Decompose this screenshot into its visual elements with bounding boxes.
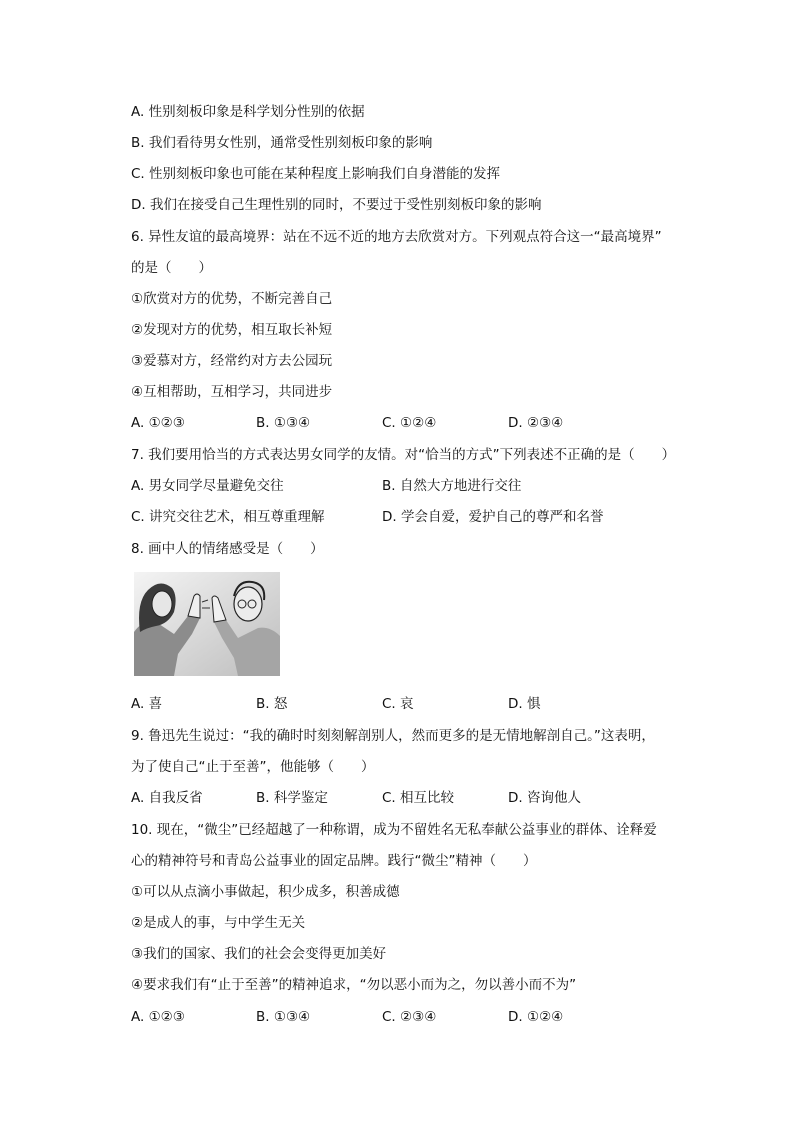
q6-item-4: ④互相帮助，互相学习，共同进步 [131, 384, 333, 400]
q10-option-d: D. ①②④ [508, 1009, 564, 1025]
q5-option-a: A. 性别刻板印象是科学划分性别的依据 [131, 104, 365, 120]
q6-stem-line2: 的是（ ） [131, 260, 212, 276]
q10-stem-line2: 心的精神符号和青岛公益事业的固定品牌。践行“微尘”精神（ ） [131, 853, 537, 869]
q9-option-b: B. 科学鉴定 [256, 790, 328, 806]
q5-option-d: D. 我们在接受自己生理性别的同时，不要过于受性别刻板印象的影响 [131, 197, 542, 213]
q9-stem-line2: 为了使自己“止于至善”，他能够（ ） [131, 759, 375, 775]
q7-option-b: B. 自然大方地进行交往 [382, 478, 522, 494]
q10-item-1: ①可以从点滴小事做起，积少成多，积善成德 [131, 884, 400, 900]
q9-stem-line1: 9. 鲁迅先生说过：“我的确时时刻刻解剖别人，然而更多的是无情地解剖自己。”这表明， [131, 728, 655, 744]
q7-option-c: C. 讲究交往艺术，相互尊重理解 [131, 509, 325, 525]
q8-option-b: B. 怒 [256, 696, 288, 712]
q10-option-b: B. ①③④ [256, 1009, 311, 1025]
q10-item-2: ②是成人的事，与中学生无关 [131, 915, 306, 931]
q8-option-c: C. 哀 [382, 696, 414, 712]
q8-option-a: A. 喜 [131, 696, 163, 712]
q6-option-a: A. ①②③ [131, 415, 185, 431]
q9-option-c: C. 相互比较 [382, 790, 455, 806]
q9-option-d: D. 咨询他人 [508, 790, 581, 806]
q6-stem-line1: 6. 异性友谊的最高境界：站在不远不近的地方去欣赏对方。下列观点符合这一“最高境界” [131, 229, 662, 245]
q6-option-c: C. ①②④ [382, 415, 437, 431]
q10-item-4: ④要求我们有“止于至善”的精神追求，“勿以恶小而为之，勿以善小而不为” [131, 977, 577, 993]
q8-stem: 8. 画中人的情绪感受是（ ） [131, 541, 324, 557]
q5-option-b: B. 我们看待男女性别，通常受性别刻板印象的影响 [131, 135, 433, 151]
q7-stem: 7. 我们要用恰当的方式表达男女同学的友情。对“恰当的方式”下列表述不正确的是（ ） [131, 447, 676, 463]
q5-option-c: C. 性别刻板印象也可能在某种程度上影响我们自身潜能的发挥 [131, 166, 501, 182]
q10-stem-line1: 10. 现在，“微尘”已经超越了一种称谓，成为不留姓名无私奉献公益事业的群体、诠释爱 [131, 822, 657, 838]
q10-option-c: C. ②③④ [382, 1009, 437, 1025]
q7-option-a: A. 男女同学尽量避免交往 [131, 478, 284, 494]
q6-item-1: ①欣赏对方的优势，不断完善自己 [131, 291, 333, 307]
q7-option-d: D. 学会自爱，爱护自己的尊严和名誉 [382, 509, 604, 525]
q9-option-a: A. 自我反省 [131, 790, 203, 806]
q6-option-d: D. ②③④ [508, 415, 564, 431]
two-people-high-five-image [134, 572, 280, 676]
q10-option-a: A. ①②③ [131, 1009, 185, 1025]
q6-item-2: ②发现对方的优势，相互取长补短 [131, 322, 333, 338]
q6-option-b: B. ①③④ [256, 415, 311, 431]
q10-item-3: ③我们的国家、我们的社会会变得更加美好 [131, 946, 387, 962]
q8-option-d: D. 惧 [508, 696, 541, 712]
q8-illustration [134, 572, 280, 676]
q6-item-3: ③爱慕对方，经常约对方去公园玩 [131, 353, 333, 369]
